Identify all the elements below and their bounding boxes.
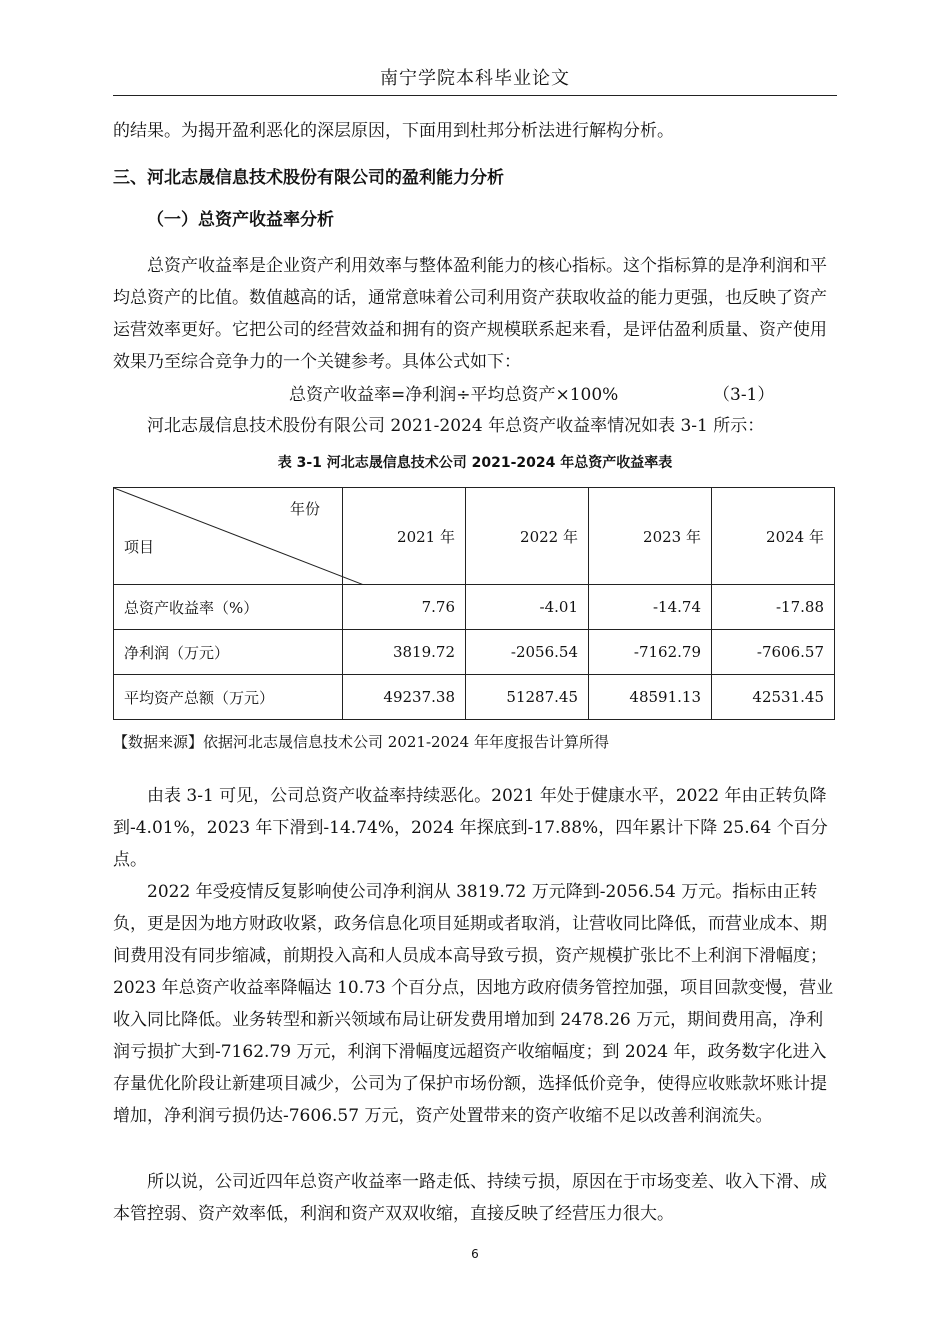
- table-cell: 49237.38: [343, 675, 466, 720]
- page-header: 南宁学院本科毕业论文: [380, 68, 570, 89]
- year-header: 2024 年: [712, 488, 835, 585]
- corner-label-year: 年份: [289, 500, 320, 518]
- corner-label-item: 项目: [124, 538, 155, 556]
- table-cell: -17.88: [712, 585, 835, 630]
- row-label: 总资产收益率（%）: [114, 585, 343, 630]
- paragraph-conclusion: 所以说，公司近四年总资产收益率一路走低、持续亏损，原因在于市场变差、收入下滑、成本管控弱、资产效率低，利润和资产双双收缩，直接反映了经营压力很大。: [113, 1172, 827, 1224]
- paragraph-table-intro: 河北志晟信息技术股份有限公司 2021-2024 年总资产收益率情况如表 3-1 所示：: [147, 416, 765, 436]
- section-heading: 三、河北志晟信息技术股份有限公司的盈利能力分析: [113, 168, 504, 188]
- header-rule: [113, 95, 837, 96]
- table-cell: 7.76: [343, 585, 466, 630]
- row-label: 平均资产总额（万元）: [114, 675, 343, 720]
- page-number: 6: [471, 1247, 479, 1261]
- table-cell: 42531.45: [712, 675, 835, 720]
- table-cell: -7606.57: [712, 630, 835, 675]
- table-source-note: 【数据来源】依据河北志晟信息技术公司 2021-2024 年年度报告计算所得: [113, 733, 609, 751]
- table-cell: 3819.72: [343, 630, 466, 675]
- paragraph-trend: 由表 3-1 可见，公司总资产收益率持续恶化。2021 年处于健康水平，2022 年由正转负降到-4.01%，2023 年下滑到-14.74%，2024 年探底到-17.88%，四年累计下降 25.64 个百分点。: [113, 786, 828, 870]
- formula: 总资产收益率=净利润÷平均总资产×100%: [289, 385, 619, 405]
- table-row: [114, 630, 835, 675]
- table-cell: 51287.45: [466, 675, 589, 720]
- subsection-heading: （一）总资产收益率分析: [147, 210, 334, 230]
- paragraph-continuation: 的结果。为揭开盈利恶化的深层原因，下面用到杜邦分析法进行解构分析。: [113, 121, 674, 141]
- year-header: 2023 年: [589, 488, 712, 585]
- table-row: [114, 585, 835, 630]
- formula-number: （3-1）: [713, 385, 775, 405]
- table-caption: 表 3-1 河北志晟信息技术公司 2021-2024 年总资产收益率表: [277, 455, 673, 471]
- table-row: [114, 675, 835, 720]
- roa-table: [113, 487, 835, 720]
- table-cell: -4.01: [466, 585, 589, 630]
- paragraph-analysis: 2022 年受疫情反复影响使公司净利润从 3819.72 万元降到-2056.54 万元。指标由正转负，更是因为地方财政收紧，政务信息化项目延期或者取消，让营收同比降低，而营业成本、期间费用没有同步缩减，前期投入高和人员成本高导致亏损，资产规模扩张比不上利润下滑幅度；2023 年总资产收益率降幅达 10.73 个百分点，因地方政府债务管控加强，项目回款变慢，营业收入同比降低。业务转型和新兴领域布局让研发费用增加到 2478.26 万元，期间费用高，净利润亏损扩大到-7162.79 万元，利润下滑幅度远超资产收缩幅度；到 2024 年，政务数字化进入存量优化阶段让新建项目减少，公司为了保护市场份额，选择低价竞争，使得应收账款坏账计提增加，净利润亏损仍达-7606.57 万元，资产处置带来的资产收缩不足以改善利润流失。: [113, 882, 834, 1126]
- table-cell: -14.74: [589, 585, 712, 630]
- row-label: 净利润（万元）: [114, 630, 343, 675]
- table-cell: -2056.54: [466, 630, 589, 675]
- table-cell: -7162.79: [589, 630, 712, 675]
- paragraph-intro: 总资产收益率是企业资产利用效率与整体盈利能力的核心指标。这个指标算的是净利润和平均总资产的比值。数值越高的话，通常意味着公司利用资产获取收益的能力更强，也反映了资产运营效率更好。它把公司的经营效益和拥有的资产规模联系起来看，是评估盈利质量、资产使用效果乃至综合竞争力的一个关键参考。具体公式如下：: [113, 256, 827, 372]
- table-cell: 48591.13: [589, 675, 712, 720]
- year-header: 2021 年: [343, 488, 466, 585]
- table-corner-cell: [114, 488, 343, 585]
- table-header-row: [114, 488, 835, 585]
- year-header: 2022 年: [466, 488, 589, 585]
